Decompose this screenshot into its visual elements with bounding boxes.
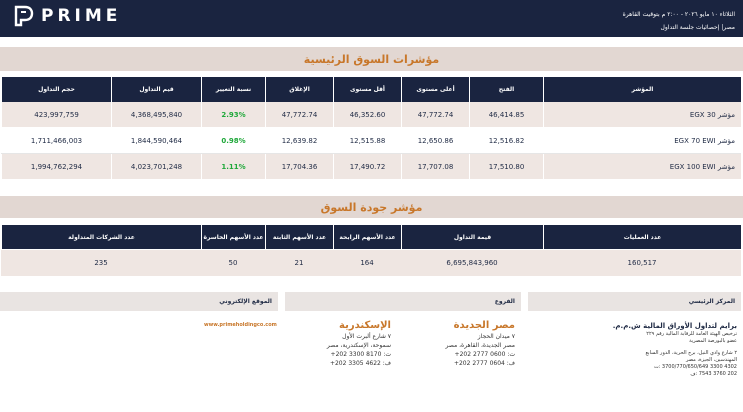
col-close: الإغلاق: [265, 77, 333, 102]
branch-area: سموحة، الإسكندرية، مصر: [326, 342, 391, 349]
col-unchanged: عدد الأسهم الثابتة: [265, 225, 333, 249]
index-name: مؤشر EGX 30: [543, 102, 741, 127]
trades-count: 160,517: [627, 259, 657, 267]
prime-logo-icon: [13, 5, 35, 27]
change-value: 0.98%: [201, 128, 265, 153]
index-name: مؤشر EGX 70 EWI: [543, 128, 741, 153]
branch-phone: ت: 8170 3300 202+: [330, 351, 391, 358]
page-header: [0, 0, 743, 37]
change-value: 2.93%: [201, 102, 265, 127]
col-change: نسبة التغيير: [201, 77, 265, 102]
table-row: [1, 102, 741, 128]
traded-value: 4,023,701,248: [111, 154, 201, 179]
traded-companies-count: 235: [94, 259, 108, 267]
open-value: 12,516.82: [469, 128, 543, 153]
hq-address-block: [537, 322, 737, 377]
hq-membership: عضو بالبورصة المصرية: [689, 338, 737, 344]
col-trade-value: قيمة التداول: [401, 225, 543, 249]
open-value: 17,510.80: [469, 154, 543, 179]
quality-section-band: [0, 196, 743, 218]
branch-heliopolis: [405, 320, 515, 367]
hq-street: ٢ شارع وادي النيل، برج الحرية، الدور السابع: [645, 350, 737, 356]
open-value: 46,414.85: [469, 102, 543, 127]
hq-company-name: برايم لتداول الأوراق المالية ش.م.م.: [612, 322, 737, 330]
traded-volume: 1,711,466,003: [1, 128, 111, 153]
close-value: 17,704.36: [265, 154, 333, 179]
branch-phone: ت: 0600 2777 202+: [454, 351, 515, 358]
footer-tab-hq: المركز الرئيسي: [528, 292, 741, 311]
high-value: 17,707.08: [401, 154, 469, 179]
website-link[interactable]: www.primeholdingco.com: [204, 322, 277, 328]
index-name: مؤشر EGX 100 EWI: [543, 154, 741, 179]
branch-street: ٧ شارع ألبرت الأول: [342, 333, 391, 340]
unchanged-count: 21: [294, 259, 304, 267]
col-volume: حجم التداول: [1, 77, 111, 102]
col-traded-companies: عدد الشركات المتداولة: [1, 225, 201, 249]
hq-city: المهندسين، الجيزة، مصر: [686, 357, 737, 363]
change-value: 1.11%: [201, 154, 265, 179]
traded-volume: 423,997,759: [1, 102, 111, 127]
session-date: الثلاثاء ١٠ مايو ٢٠٢٦ - ٢:٠٠ م بتوقيت القاهرة: [622, 11, 735, 18]
close-value: 12,639.82: [265, 128, 333, 153]
losers-count: 50: [228, 259, 238, 267]
quality-table-header: [1, 225, 741, 249]
branch-street: ٧ ميدان الحجاز: [477, 333, 515, 340]
col-value: قيم التداول: [111, 77, 201, 102]
high-value: 47,772.74: [401, 102, 469, 127]
quality-title: مؤشر جودة السوق: [320, 200, 423, 214]
high-value: 12,650.86: [401, 128, 469, 153]
hq-fax: 202 3760 7543 :ف: [690, 371, 737, 377]
branch-fax: ف: 4622 3305 202+: [329, 360, 391, 367]
session-subtitle: مصر| إحصائيات جلسة التداول: [660, 24, 735, 31]
col-open: الفتح: [469, 77, 543, 102]
table-row: [1, 250, 741, 276]
col-index: المؤشر: [543, 77, 741, 102]
trade-value: 6,695,843,960: [446, 259, 498, 267]
low-value: 46,352.60: [333, 102, 401, 127]
table-row: [1, 128, 741, 154]
indices-title: مؤشرات السوق الرئيسية: [303, 52, 440, 66]
low-value: 17,490.72: [333, 154, 401, 179]
branch-city: الإسكندرية: [339, 320, 391, 331]
col-gainers: عدد الأسهم الرابحة: [333, 225, 401, 249]
branch-area: مصر الجديدة، القاهرة، مصر: [445, 342, 515, 349]
traded-value: 1,844,590,464: [111, 128, 201, 153]
branch-alexandria: [281, 320, 391, 367]
indices-section-band: [0, 47, 743, 71]
hq-license: ترخيص الهيئة العامة للرقابة المالية رقم ٢٢٩: [646, 331, 737, 337]
traded-volume: 1,994,762,294: [1, 154, 111, 179]
col-high: أعلى مستوى: [401, 77, 469, 102]
table-row: [1, 154, 741, 180]
branch-fax: ف: 0604 2777 202+: [453, 360, 515, 367]
footer-tab-branches: الفروع: [285, 292, 521, 311]
traded-value: 4,368,495,840: [111, 102, 201, 127]
hq-phone: 4302 3300 3700/770/650/649 :ت: [653, 364, 737, 370]
indices-table-header: [1, 77, 741, 102]
footer-tab-website: الموقع الإلكتروني: [0, 292, 278, 311]
brand-name: PRIME: [41, 6, 122, 26]
close-value: 47,772.74: [265, 102, 333, 127]
col-low: أقل مستوى: [333, 77, 401, 102]
col-trades: عدد العمليات: [543, 225, 741, 249]
gainers-count: 164: [360, 259, 374, 267]
col-losers: عدد الأسهم الخاسرة: [201, 225, 265, 249]
low-value: 12,515.88: [333, 128, 401, 153]
brand-logo: [13, 5, 121, 27]
branch-city: مصر الجديدة: [453, 320, 515, 331]
